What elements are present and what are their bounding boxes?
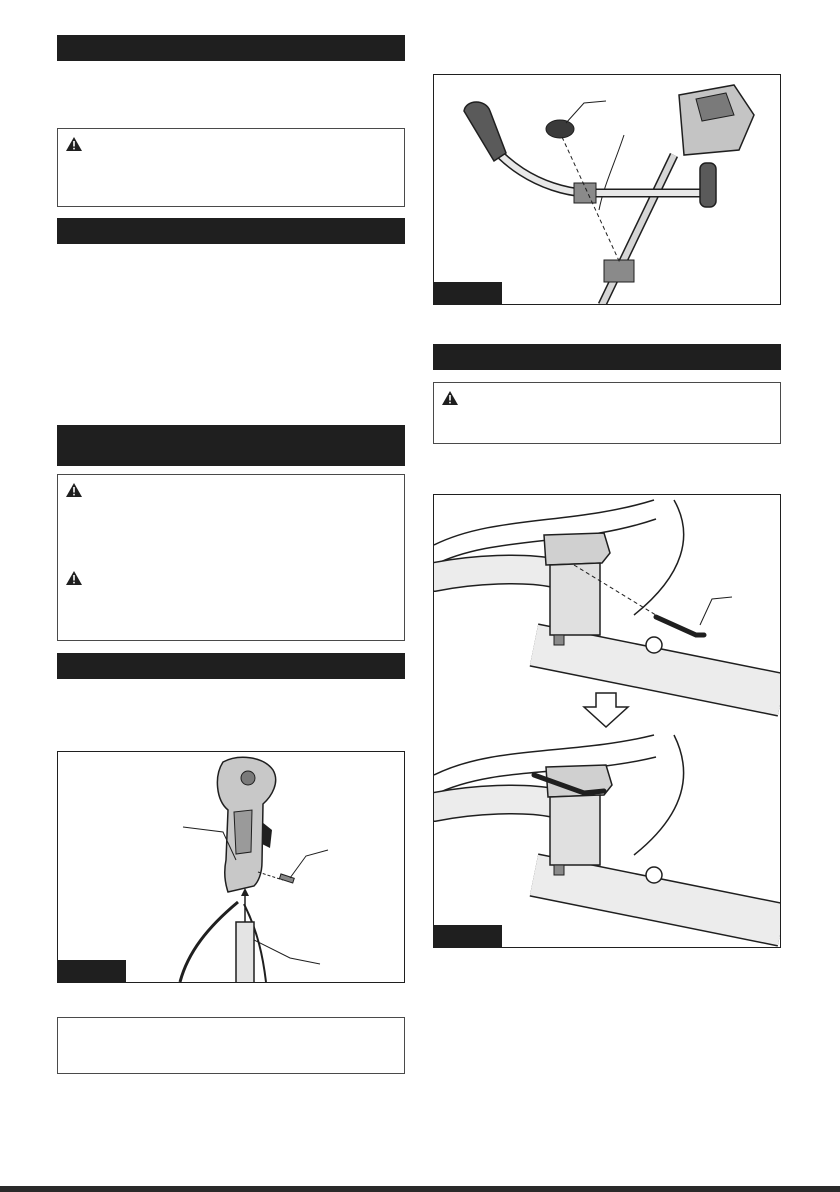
warning-box <box>57 474 405 641</box>
figure-label <box>58 960 126 982</box>
warning-box <box>57 128 405 207</box>
section-heading-bar <box>57 653 405 679</box>
section-heading-bar <box>57 218 405 244</box>
note-box <box>57 1017 405 1074</box>
warning-triangle-icon <box>66 137 82 151</box>
warning-triangle-icon <box>66 571 82 585</box>
handle-illustration <box>58 752 405 983</box>
warning-triangle-icon <box>442 391 458 405</box>
section-heading-bar <box>433 344 781 370</box>
warning-triangle-icon <box>66 483 82 497</box>
section-heading-bar-tall <box>57 425 405 466</box>
warning-box <box>433 382 781 444</box>
figure-label <box>434 925 502 947</box>
clamp-illustration <box>434 495 781 948</box>
figure-clamp-tightening <box>433 494 781 948</box>
figure-handlebar-assembly <box>433 74 781 305</box>
figure-control-handle <box>57 751 405 983</box>
section-heading-bar <box>57 35 405 61</box>
down-arrow-icon <box>584 693 628 727</box>
figure-label <box>434 282 502 304</box>
handlebar-illustration <box>434 75 781 305</box>
page-footer-strip <box>0 1186 840 1192</box>
